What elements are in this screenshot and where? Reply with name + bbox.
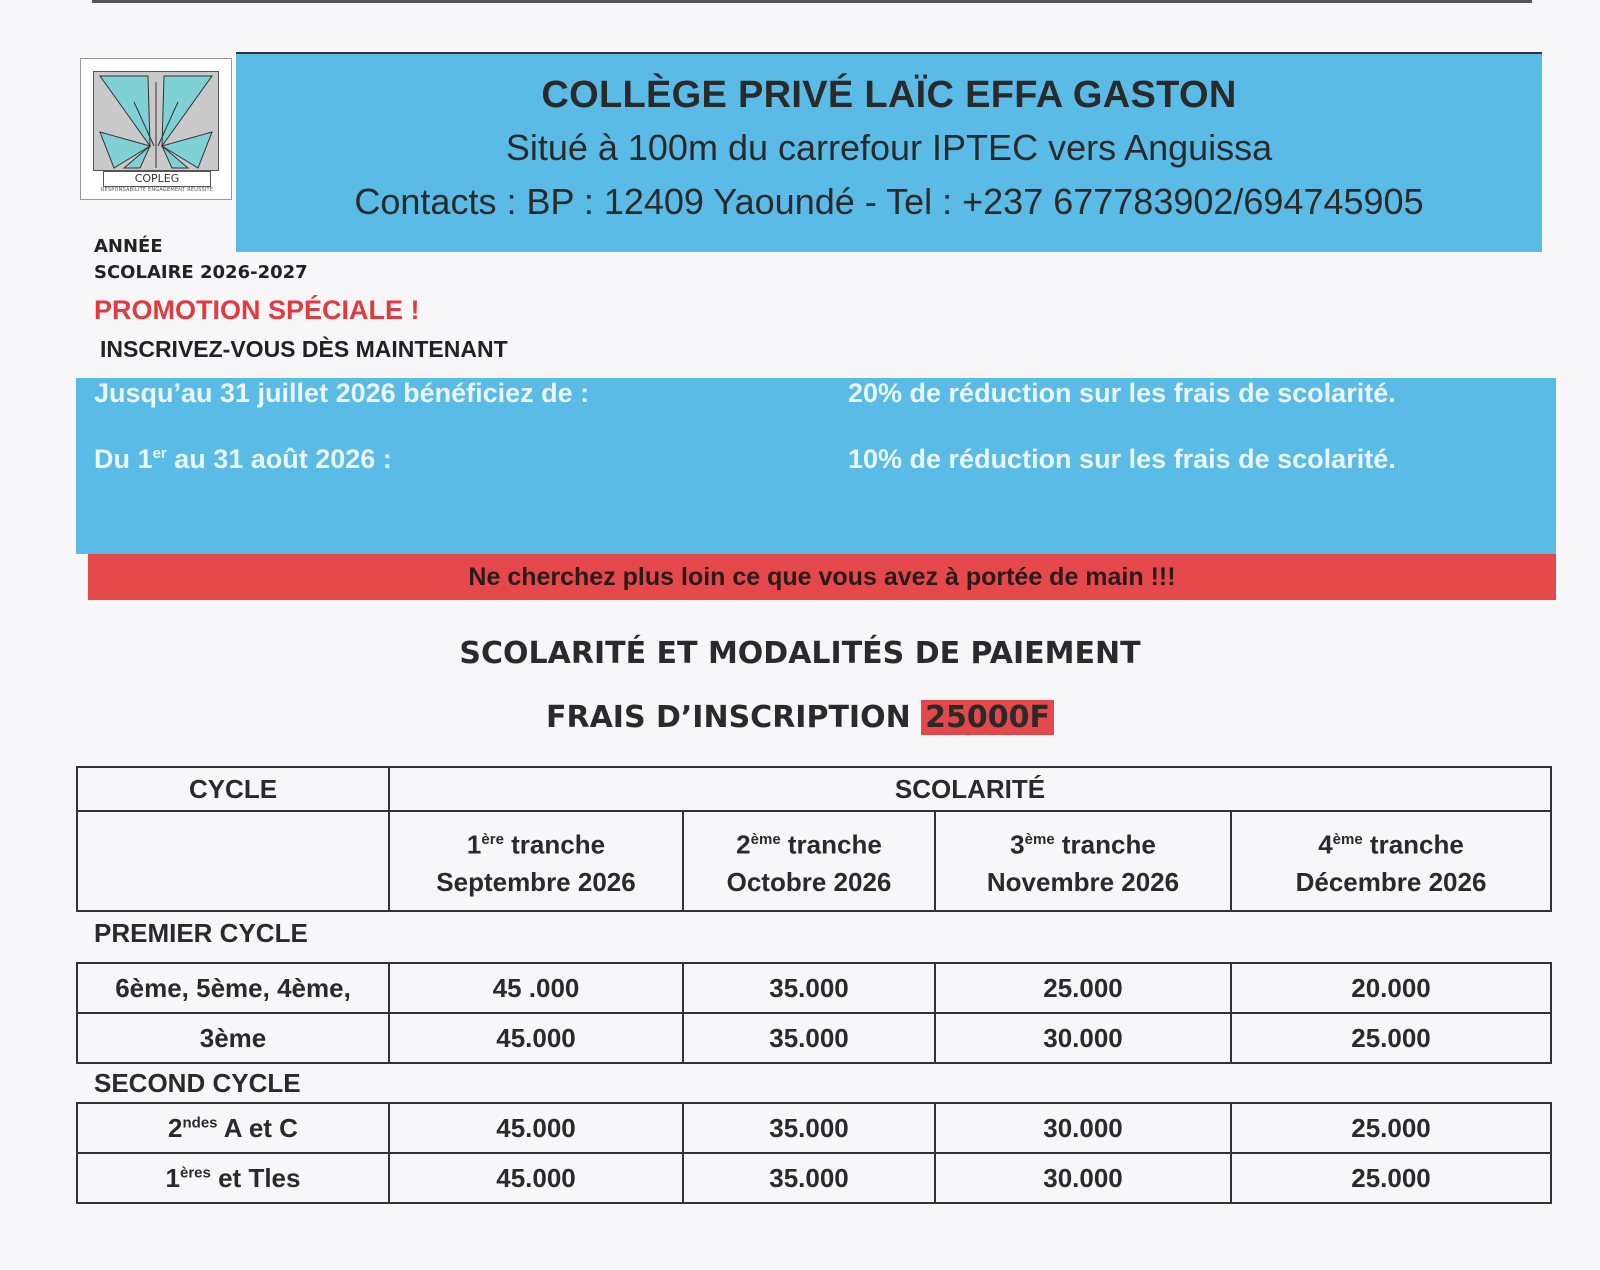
fee-cell: 35.000 [683, 963, 935, 1013]
fee-cell: 35.000 [683, 1013, 935, 1063]
logo-emblem [93, 71, 219, 171]
class-name: 6ème, 5ème, 4ème, [77, 963, 389, 1013]
fee-cell: 45 .000 [389, 963, 683, 1013]
discount-period [94, 444, 392, 475]
fee-cell: 20.000 [1231, 963, 1551, 1013]
column-header-tranche-4: 4ème tranche Décembre 2026 [1231, 811, 1551, 911]
school-location: Situé à 100m du carrefour IPTEC vers Anguissa [505, 127, 1273, 168]
registration-fee-amount: 25000F [921, 700, 1054, 735]
empty-header-cell [77, 811, 389, 911]
fee-cell: 25.000 [1231, 1153, 1551, 1203]
fee-cell: 45.000 [389, 1013, 683, 1063]
column-header-cycle: CYCLE [77, 767, 389, 811]
discount-period: Jusqu’au 31 juillet 2026 bénéficiez de : [94, 378, 590, 408]
ordinal-suffix: er [152, 445, 167, 462]
fee-cell: 45.000 [389, 1153, 683, 1203]
fee-cell: 30.000 [935, 1103, 1231, 1153]
column-header-tranche-1: 1ère tranche Septembre 2026 [389, 811, 683, 911]
second-cycle-label: SECOND CYCLE [94, 1068, 301, 1098]
first-cycle-table [76, 962, 1552, 1064]
fee-cell: 25.000 [935, 963, 1231, 1013]
table-row [77, 963, 1551, 1013]
header-band [236, 52, 1542, 252]
column-header-tranche-2: 2ème tranche Octobre 2026 [683, 811, 935, 911]
discount-period-rest: au 31 août 2026 : [166, 444, 392, 474]
top-rule [92, 0, 1532, 3]
fees-title: SCOLARITÉ ET MODALITÉS DE PAIEMENT [459, 636, 1141, 671]
school-contacts: Contacts : BP : 12409 Yaoundé - Tel : +237 677783902/694745905 [354, 181, 1424, 222]
discount-period-day: Du 1 [94, 444, 153, 474]
fee-cell: 25.000 [1231, 1103, 1551, 1153]
school-year-label: ANNÉE [94, 236, 163, 257]
school-name: COLLÈGE PRIVÉ LAÏC EFFA GASTON [541, 74, 1237, 116]
class-name: $2^{ndes}$ A et C [77, 1103, 389, 1153]
discount-offer: 20% de réduction sur les frais de scolarité. [848, 378, 1396, 408]
fee-cell: 35.000 [683, 1103, 935, 1153]
class-name: 3ème [77, 1013, 389, 1063]
logo-acronym: COPLEG [103, 171, 211, 187]
school-logo [80, 58, 232, 200]
column-header-scolarite: SCOLARITÉ [389, 767, 1551, 811]
fees-table-header [76, 766, 1552, 912]
column-header-tranche-3: 3ème tranche Novembre 2026 [935, 811, 1231, 911]
fee-cell: 45.000 [389, 1103, 683, 1153]
enroll-now: INSCRIVEZ-VOUS DÈS MAINTENANT [100, 336, 508, 362]
fee-cell: 35.000 [683, 1153, 935, 1203]
slogan-banner: Ne cherchez plus loin ce que vous avez à portée de main !!! [88, 554, 1556, 600]
second-cycle-table [76, 1102, 1552, 1204]
first-cycle-label: PREMIER CYCLE [94, 918, 308, 948]
discount-offer: 10% de réduction sur les frais de scolarité. [848, 444, 1396, 474]
fee-cell: 30.000 [935, 1013, 1231, 1063]
promo-title: PROMOTION SPÉCIALE ! [94, 295, 420, 325]
logo-motto: RESPONSABILITÉ ENGAGEMENT RÉUSSITE [100, 187, 214, 193]
fee-cell: 25.000 [1231, 1013, 1551, 1063]
table-row [77, 1103, 1551, 1153]
school-year-value: SCOLAIRE 2026-2027 [94, 262, 308, 283]
table-row [77, 1013, 1551, 1063]
discount-band [76, 378, 1556, 554]
fee-cell: 30.000 [935, 1153, 1231, 1203]
table-row [77, 1153, 1551, 1203]
logo-fan-icon [94, 72, 218, 170]
registration-fee [0, 700, 1600, 735]
class-name: 1ères et Tles [77, 1153, 389, 1203]
registration-fee-label: FRAIS D’INSCRIPTION [545, 700, 922, 735]
